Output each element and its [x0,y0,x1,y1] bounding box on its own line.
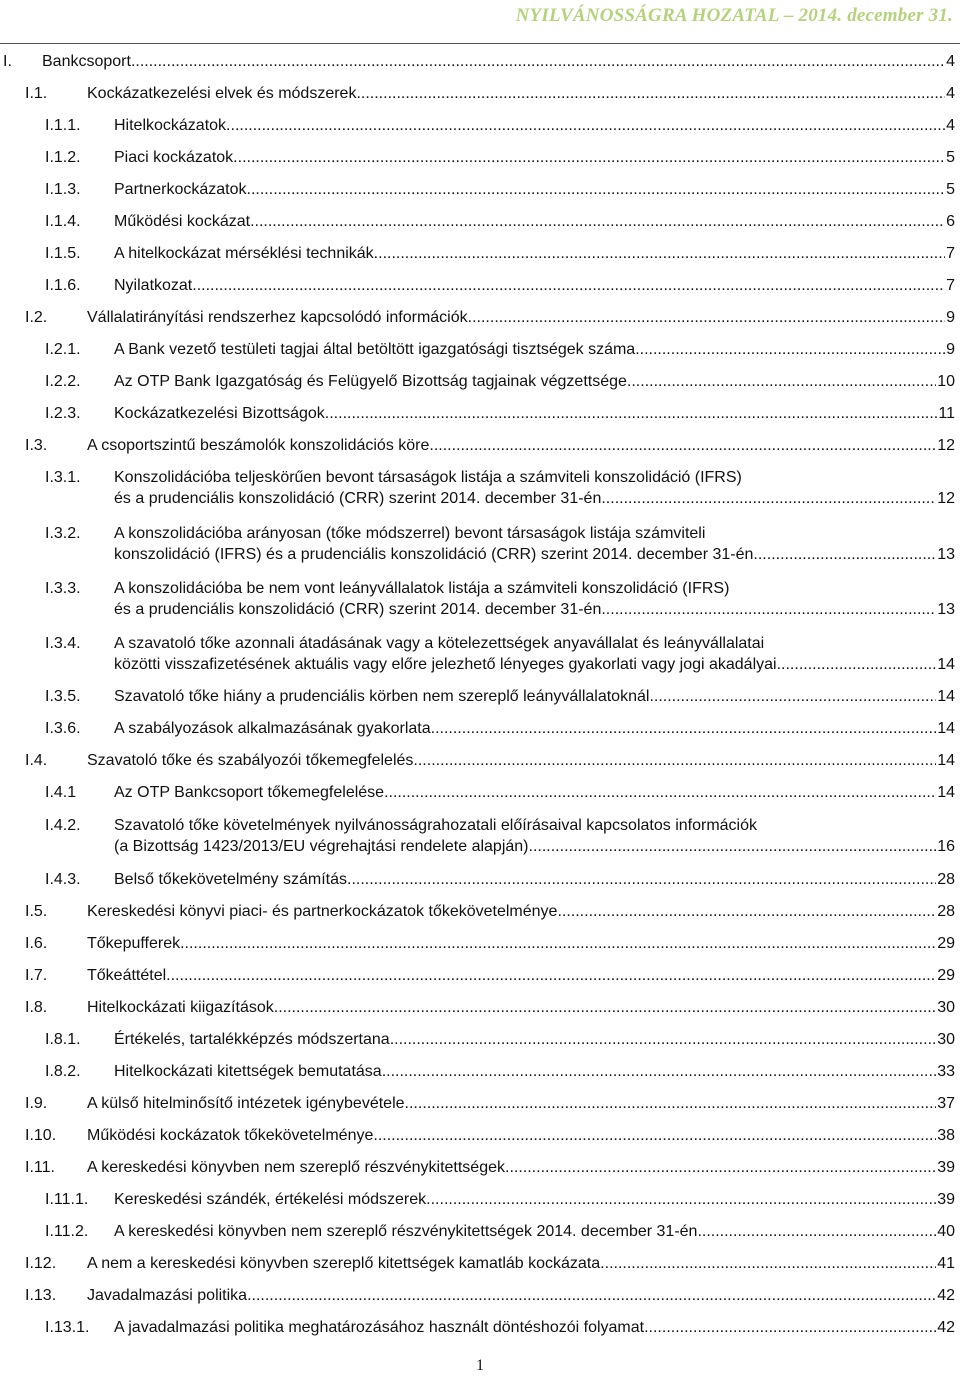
toc-entry[interactable] [45,275,955,296]
toc-entry[interactable] [25,750,955,771]
toc-entry-title-line: A csoportszintű beszámolók konszolidációs köre [87,437,430,454]
toc-entry[interactable] [45,1317,955,1338]
dot-leader [373,1125,936,1146]
toc-entry[interactable] [45,633,955,675]
toc-entry-title [114,1029,955,1050]
toc-entry[interactable] [45,578,955,620]
toc-entry-title [87,307,955,328]
toc-entry-page: 14 [937,784,955,801]
dot-leader [601,488,936,509]
toc-entry-page: 28 [937,903,955,920]
toc-entry[interactable] [45,1061,955,1082]
toc-entry[interactable] [25,1285,955,1306]
toc-entry-title [114,1221,955,1242]
toc-entry-title-line: Bankcsoport [42,53,131,70]
toc-entry-title [114,179,955,200]
toc-entry-title-line: A javadalmazási politika meghatározásához használt döntéshozói folyamat [114,1319,645,1336]
dot-leader [431,718,937,739]
toc-entry-number: I.2.2. [45,373,81,390]
toc-entry-title-line: Kockázatkezelési Bizottságok [114,405,325,422]
toc-entry-title [114,275,955,296]
toc-entry-title-line: Tőkepufferek [87,935,181,952]
toc-entry-page: 14 [937,656,955,673]
toc-entry-title [87,1093,955,1114]
toc-entry-title-line: Hitelkockázati kiigazítások [87,999,274,1016]
dot-leader [382,1061,937,1082]
toc-entry[interactable] [45,718,955,739]
toc-entry-title-line: A hitelkockázat mérséklési technikák [114,245,374,262]
toc-entry[interactable] [45,869,955,890]
toc-entry-title [114,147,955,168]
toc-entry-number: I.4.3. [45,871,81,888]
toc-entry-page: 14 [937,752,955,769]
toc-entry-page: 11 [938,405,955,422]
toc-entry-page: 40 [937,1223,955,1240]
dot-leader [180,933,936,954]
toc-entry-page: 30 [937,999,955,1016]
toc-entry-number: I.1.6. [45,277,81,294]
dot-leader [226,115,945,136]
toc-entry-title [114,403,955,424]
toc-entry[interactable] [25,307,955,328]
toc-entry-title-line: Tőkeáttétel [87,967,167,984]
toc-entry-page: 6 [946,213,955,230]
toc-entry-number: I.12. [25,1255,57,1272]
dot-leader [166,965,936,986]
toc-entry-title-line: Működési kockázatok tőkekövetelménye [87,1127,374,1144]
toc-entry-number: I.4.1 [45,784,77,801]
toc-entry-title-line: A külső hitelminősítő intézetek igénybevétele [87,1095,405,1112]
toc-entry-number: I.5. [25,903,48,920]
toc-entry-title-line: Értékelés, tartalékképzés módszertana [114,1031,390,1048]
toc-entry-title-line: Partnerkockázatok [114,181,247,198]
toc-entry-page: 42 [937,1319,955,1336]
toc-entry-title [114,467,955,509]
toc-entry[interactable] [45,211,955,232]
toc-entry-title-line: Szavatoló tőke hiány a prudenciális körben nem szereplő leányvállalatoknál [114,688,650,705]
toc-entry-title-line: Nyilatkozat [114,277,193,294]
dot-leader [274,997,936,1018]
toc-entry[interactable] [45,243,955,264]
toc-entry-title-line: A konszolidációba be nem vont leányvállalatok listája a számviteli konszolidáció (IFRS) [114,580,730,597]
toc-entry-title [87,901,955,922]
toc-entry-title [87,1285,955,1306]
toc-entry-number: I.11. [25,1159,55,1176]
toc-entry[interactable] [25,83,955,104]
toc-entry-title-line: A konszolidációba arányosan (tőke módszerrel) bevont társaságok listája számviteli [114,525,706,542]
toc-entry-number: I.4. [25,752,48,769]
toc-entry[interactable] [45,403,955,424]
toc-entry-title [114,1317,955,1338]
toc-entry-number: I.6. [25,935,48,952]
toc-entry-title [87,933,955,954]
dot-leader [250,211,945,232]
toc-entry-title [114,782,955,803]
toc-entry-title [114,1189,955,1210]
toc-entry-page: 28 [937,871,955,888]
toc-entry[interactable] [45,782,955,803]
toc-entry[interactable] [45,179,955,200]
dot-leader [131,51,945,72]
toc-entry-number: I.2. [25,309,48,326]
toc-entry-title-line: és a prudenciális konszolidáció (CRR) szerint 2014. december 31-én [114,490,602,507]
toc-entry[interactable] [3,51,955,72]
toc-entry[interactable] [45,1189,955,1210]
toc-entry-title-line: Hitelkockázati kitettségek bemutatása [114,1063,382,1080]
dot-leader [753,544,936,565]
toc-entry[interactable] [25,901,955,922]
toc-entry-page: 4 [946,85,955,102]
toc-entry-page: 4 [946,117,955,134]
toc-entry[interactable] [25,1125,955,1146]
toc-entry-title-line: Az OTP Bank Igazgatóság és Felügyelő Bizottság tagjainak végzettsége [114,373,627,390]
toc-entry-title [87,83,955,104]
toc-entry-page: 10 [937,373,955,390]
dot-leader [374,243,945,264]
toc-entry[interactable] [25,1157,955,1178]
toc-entry[interactable] [45,371,955,392]
toc-entry[interactable] [45,1029,955,1050]
toc-entry-number: I.1.2. [45,149,81,166]
dot-leader [347,869,936,890]
toc-entry-number: I.1. [25,85,48,102]
toc-entry-title-line: Hitelkockázatok [114,117,227,134]
dot-leader [468,307,945,328]
toc-entry-title-line: Működési kockázat [114,213,251,230]
toc-entry-page: 12 [937,490,955,507]
toc-entry-title [114,815,955,857]
toc-entry-title-line: Szavatoló tőke követelmények nyilvánosságrahozatali előírásaival kapcsolatos információk [114,817,757,834]
toc-entry-title-line: A szabályozások alkalmazásának gyakorlata [114,720,431,737]
dot-leader [405,1093,937,1114]
toc-entry-title [114,371,955,392]
toc-entry-number: I.3.5. [45,688,81,705]
toc-entry[interactable] [45,815,955,857]
toc-entry-title-line: és a prudenciális konszolidáció (CRR) szerint 2014. december 31-én [114,601,602,618]
toc-entry-number: I.3.2. [45,525,81,542]
dot-leader [247,179,946,200]
toc-entry-number: I. [3,53,12,70]
toc-entry-title [114,869,955,890]
toc-entry-title [114,339,955,360]
toc-entry-page: 29 [937,967,955,984]
toc-entry-page: 9 [946,341,955,358]
toc-entry-page: 37 [937,1095,955,1112]
toc-entry-title-line: A szavatoló tőke azonnali átadásának vagy a kötelezettségek anyavállalat és leányvállalatai [114,635,765,652]
dot-leader [649,686,936,707]
toc-entry-number: I.9. [25,1095,48,1112]
dot-leader [635,339,945,360]
toc-entry-number: I.8.1. [45,1031,81,1048]
toc-entry-number: I.2.1. [45,341,81,358]
toc-entry-number: I.1.1. [45,117,81,134]
toc-entry-title [87,1157,955,1178]
dot-leader [356,83,945,104]
toc-entry[interactable] [45,339,955,360]
toc-entry-title-line: Javadalmazási politika [87,1287,248,1304]
dot-leader [601,599,936,620]
toc-entry-title [87,997,955,1018]
dot-leader [384,782,936,803]
toc-entry-title-line: Az OTP Bankcsoport tőkemegfelelése [114,784,385,801]
toc-entry-title [114,686,955,707]
toc-entry-number: I.8. [25,999,48,1016]
dot-leader [557,901,936,922]
dot-leader [325,403,938,424]
toc-entry-number: I.3.6. [45,720,81,737]
toc-entry-page: 9 [946,309,955,326]
toc-entry-page: 42 [937,1287,955,1304]
toc-entry-number: I.1.5. [45,245,81,262]
toc-entry-page: 39 [937,1159,955,1176]
toc-entry[interactable] [45,147,955,168]
toc-entry-number: I.8.2. [45,1063,81,1080]
toc-entry[interactable] [25,997,955,1018]
dot-leader [192,275,945,296]
toc-entry-page: 29 [937,935,955,952]
toc-entry-title [87,435,955,456]
toc-entry-title-line: közötti visszafizetésének aktuális vagy előre jelezhető lényeges gyakorlati vagy jogi akadályai [114,656,777,673]
toc-entry-number: I.4.2. [45,817,81,834]
toc-entry-page: 13 [937,546,955,563]
toc-entry-number: I.13. [25,1287,57,1304]
toc-entry-title [42,51,955,72]
toc-entry-title [114,115,955,136]
toc-entry-title [114,211,955,232]
page-number: 1 [476,1357,484,1374]
toc-entry-number: I.7. [25,967,48,984]
dot-leader [529,836,937,857]
toc-entry[interactable] [25,965,955,986]
toc-entry-page: 38 [937,1127,955,1144]
toc-entry-title-line: konszolidáció (IFRS) és a prudenciális konszolidáció (CRR) szerint 2014. december 31-én [114,546,754,563]
toc-entry[interactable] [25,933,955,954]
toc-entry-number: I.11.2. [45,1223,89,1240]
toc-entry-number: I.1.3. [45,181,81,198]
dot-leader [429,435,936,456]
toc-entry[interactable] [45,467,955,509]
toc-entry-title [114,578,955,620]
dot-leader [390,1029,937,1050]
toc-entry-page: 5 [946,181,955,198]
toc-entry-number: I.3.1. [45,469,81,486]
toc-entry-title [87,965,955,986]
toc-entry-number: I.11.1. [45,1191,89,1208]
toc-entry-page: 14 [937,688,955,705]
toc-entry[interactable] [25,1093,955,1114]
toc-entry-title-line: Kereskedési szándék, értékelési módszerek [114,1191,427,1208]
toc-entry-title [114,523,955,565]
toc-entry-title-line: Szavatoló tőke és szabályozói tőkemegfelelés [87,752,414,769]
dot-leader [233,147,945,168]
toc-entry-title [87,1253,955,1274]
toc-entry-page: 14 [937,720,955,737]
toc-entry-title [87,1125,955,1146]
document-header-title: NYILVÁNOSSÁGRA HOZATAL – 2014. december 31. [515,5,953,26]
toc-entry-title-line: Piaci kockázatok [114,149,234,166]
toc-entry-title-line: Kereskedési könyvi piaci- és partnerkockázatok tőkekövetelménye [87,903,558,920]
toc-entry-number: I.3.3. [45,580,81,597]
toc-entry-title-line: Kockázatkezelési elvek és módszerek [87,85,357,102]
toc-entry-page: 7 [946,245,955,262]
dot-leader [644,1317,936,1338]
toc-entry-title [114,633,955,675]
dot-leader [697,1221,936,1242]
toc-entry-title [87,750,955,771]
toc-entry-page: 12 [937,437,955,454]
toc-entry-title-line: Konszolidációba teljeskörűen bevont társaságok listája a számviteli konszolidáció (IFRS) [114,469,742,486]
toc-entry-page: 16 [937,838,955,855]
toc-entry-title [114,718,955,739]
toc-entry-title-line: A Bank vezető testületi tagjai által betöltött igazgatósági tisztségek száma [114,341,636,358]
toc-entry-page: 41 [937,1255,955,1272]
dot-leader [505,1157,936,1178]
toc-entry-title [114,1061,955,1082]
dot-leader [413,750,936,771]
toc-entry[interactable] [45,115,955,136]
toc-entry-title-line: Vállalatirányítási rendszerhez kapcsolódó információk [87,309,468,326]
toc-entry-number: I.3. [25,437,48,454]
toc-entry[interactable] [45,1221,955,1242]
toc-entry[interactable] [45,686,955,707]
toc-entry-page: 33 [937,1063,955,1080]
dot-leader [247,1285,936,1306]
toc-entry-number: I.10. [25,1127,57,1144]
toc-entry-page: 30 [937,1031,955,1048]
dot-leader [426,1189,936,1210]
toc-entry-number: I.13.1. [45,1319,90,1336]
toc-entry[interactable] [25,1253,955,1274]
toc-entry-page: 5 [946,149,955,166]
toc-entry-number: I.3.4. [45,635,81,652]
toc-entry[interactable] [45,523,955,565]
toc-entry-page: 7 [946,277,955,294]
dot-leader [627,371,936,392]
toc-entry-number: I.2.3. [45,405,81,422]
toc-entry[interactable] [25,435,955,456]
toc-entry-page: 13 [937,601,955,618]
toc-entry-title-line: A kereskedési könyvben nem szereplő részvénykitettségek 2014. december 31-én [114,1223,698,1240]
toc-entry-title-line: (a Bizottság 1423/2013/EU végrehajtási rendelete alapján) [114,838,529,855]
toc-entry-page: 39 [937,1191,955,1208]
dot-leader [600,1253,936,1274]
toc-entry-title-line: Belső tőkekövetelmény számítás [114,871,347,888]
toc-entry-number: I.1.4. [45,213,81,230]
toc-entry-title-line: A kereskedési könyvben nem szereplő részvénykitettségek [87,1159,505,1176]
toc-entry-title [114,243,955,264]
toc-entry-page: 4 [946,53,955,70]
toc-entry-title-line: A nem a kereskedési könyvben szereplő kitettségek kamatláb kockázata [87,1255,601,1272]
dot-leader [777,654,937,675]
